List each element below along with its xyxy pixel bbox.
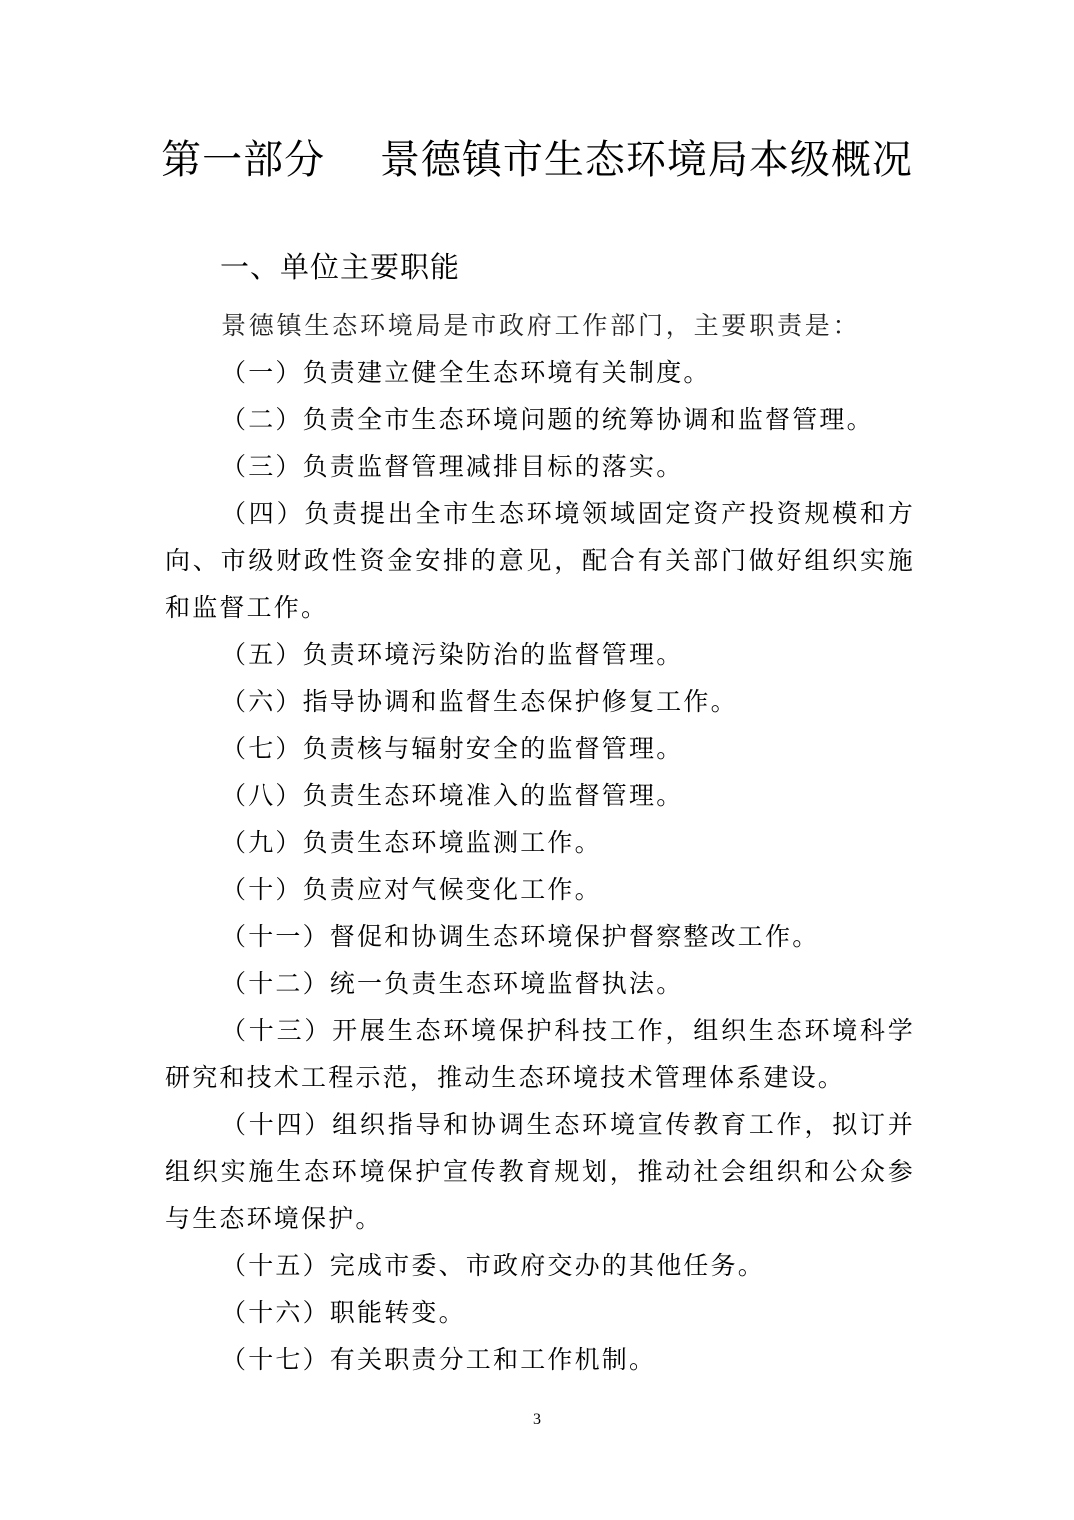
section-heading: 一、单位主要职能 [220,250,461,284]
intro-paragraph: 景德镇生态环境局是市政府工作部门，主要职责是： [221,311,861,340]
duties-body [165,302,915,1383]
duty-item: （一）负责建立健全生态环境有关制度。 [221,358,711,387]
duty-item: （九）负责生态环境监测工作。 [221,828,602,857]
duty-item: （十五）完成市委、市政府交办的其他任务。 [221,1251,766,1280]
duty-item: （十三）开展生态环境保护科技工作，组织生态环境科学研究和技术工程示范，推动生态环境技术管理体系建设。 [165,1016,915,1092]
duty-item: （十六）职能转变。 [221,1298,466,1327]
duty-item: （三）负责监督管理减排目标的落实。 [221,452,684,481]
duty-item: （七）负责核与辐射安全的监督管理。 [221,734,684,763]
page-number: 3 [533,1411,541,1428]
duty-item: （五）负责环境污染防治的监督管理。 [221,640,684,669]
duty-item: （十一）督促和协调生态环境保护督察整改工作。 [221,922,820,951]
duty-item: （十二）统一负责生态环境监督执法。 [221,969,684,998]
duty-item: （四）负责提出全市生态环境领域固定资产投资规模和方向、市级财政性资金安排的意见，配合有关部门做好组织实施和监督工作。 [165,499,915,622]
page-title: 第一部分 景德镇市生态环境局本级概况 [161,137,913,183]
duty-item: （八）负责生态环境准入的监督管理。 [221,781,684,810]
duty-item: （十四）组织指导和协调生态环境宣传教育工作，拟订并组织实施生态环境保护宣传教育规划，推动社会组织和公众参与生态环境保护。 [165,1110,915,1233]
duty-item: （六）指导协调和监督生态保护修复工作。 [221,687,738,716]
duty-item: （十）负责应对气候变化工作。 [221,875,602,904]
duty-item: （十七）有关职责分工和工作机制。 [221,1345,657,1374]
duty-item: （二）负责全市生态环境问题的统筹协调和监督管理。 [221,405,874,434]
